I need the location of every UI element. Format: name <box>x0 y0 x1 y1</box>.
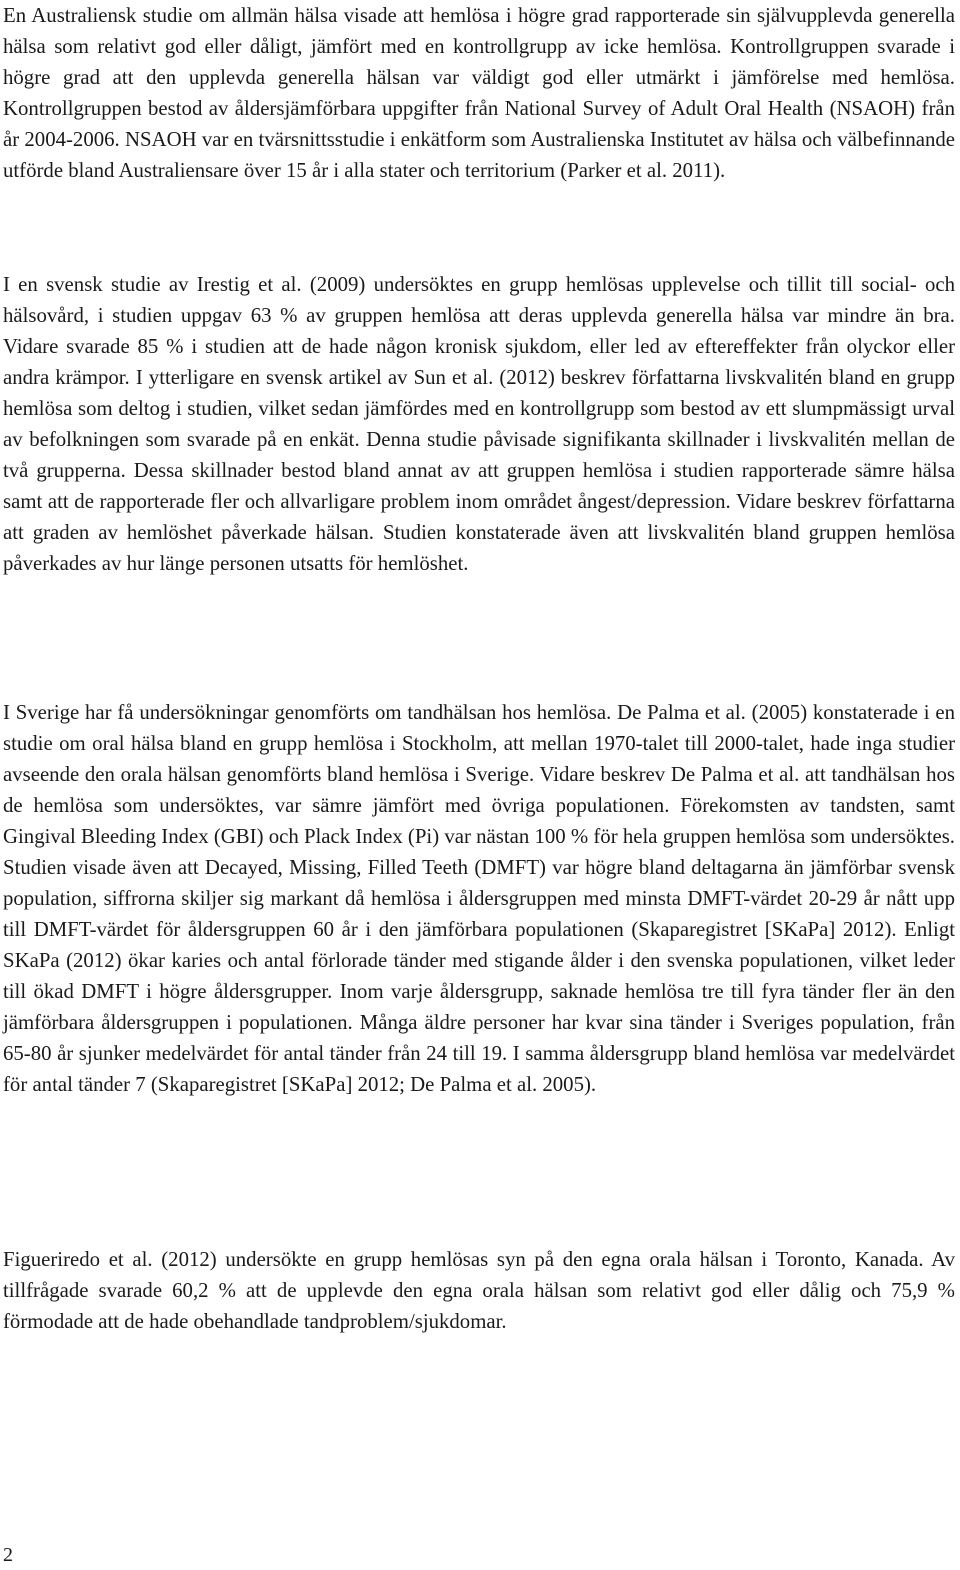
page-number: 2 <box>3 1544 13 1566</box>
paragraph-australian-study: En Australiensk studie om allmän hälsa visade att hemlösa i högre grad rapporterade sin självupplevda generella hälsa som relativt god eller dåligt, jämfört med en kontrollgrupp av icke hemlösa. Kontrollgruppen svarade i högre grad att den upplevda generella hälsan var väldigt god eller utmärkt i jämförelse med hemlösa. Kontrollgruppen bestod av åldersjämförbara uppgifter från National Survey of Adult Oral Health (NSAOH) från år 2004-2006. NSAOH var en tvärsnittsstudie i enkätform som Australienska Institutet av hälsa och välbefinnande utförde bland Australiensare över 15 år i alla stater och territorium (Parker et al. 2011). <box>3 4 955 182</box>
paragraph-toronto-study: Figueriredo et al. (2012) undersökte en grupp hemlösas syn på den egna orala hälsan i Toronto, Kanada. Av tillfrågade svarade 60,2 % att de upplevde den egna orala hälsan som relativt god eller dålig och 75,9 % förmodade att de hade obehandlade tandproblem/sjukdomar. <box>3 1248 955 1333</box>
paragraph-dental-health-sweden: I Sverige har få undersökningar genomförts om tandhälsan hos hemlösa. De Palma et al. (2005) konstaterade i en studie om oral hälsa bland en grupp hemlösa i Stockholm, att mellan 1970-talet till 2000-talet, hade inga studier avseende den orala hälsan genomförts bland hemlösa i Sverige. Vidare beskrev De Palma et al. att tandhälsan hos de hemlösa som undersöktes, var sämre jämfört med övriga populationen. Förekomsten av tandsten, samt Gingival Bleeding Index (GBI) och Plack Index (Pi) var nästan 100 % för hela gruppen hemlösa som undersöktes. Studien visade även att Decayed, Missing, Filled Teeth (DMFT) var högre bland deltagarna än jämförbar svensk population, siffrorna skiljer sig markant då hemlösa i åldersgruppen med minsta DMFT-värdet 20-29 år nått upp till DMFT-värdet för åldersgruppen 60 år i den jämförbara populationen (Skaparegistret [SKaPa] 2012). Enligt SKaPa (2012) ökar karies och antal förlorade tänder med stigande ålder i den svenska populationen, vilket leder till ökad DMFT i högre åldersgrupper. Inom varje åldersgrupp, saknade hemlösa tre till fyra tänder fler än den jämförbara åldersgruppen i populationen. Många äldre personer har kvar sina tänder i Sveriges population, från 65-80 år sjunker medelvärdet för antal tänder från 24 till 19. I samma åldersgrupp bland hemlösa var medelvärdet för antal tänder 7 (Skaparegistret [SKaPa] 2012; De Palma et al. 2005). <box>3 701 955 1096</box>
paragraph-swedish-studies: I en svensk studie av Irestig et al. (2009) undersöktes en grupp hemlösas upplevelse och tillit till social- och hälsovård, i studien uppgav 63 % av gruppen hemlösa att deras upplevda generella hälsa var mindre än bra. Vidare svarade 85 % i studien att de hade någon kronisk sjukdom, eller led av eftereffekter från olyckor eller andra krämpor. I ytterligare en svensk artikel av Sun et al. (2012) beskrev författarna livskvalitén bland en grupp hemlösa som deltog i studien, vilket sedan jämfördes med en kontrollgrupp som bestod av ett slumpmässigt urval av befolkningen som svarade på en enkät. Denna studie påvisade signifikanta skillnader i livskvalitén mellan de två grupperna. Dessa skillnader bestod bland annat av att gruppen hemlösa i studien rapporterade sämre hälsa samt att de rapporterade fler och allvarligare problem inom området ångest/depression. Vidare beskrev författarna att graden av hemlöshet påverkade hälsan. Studien konstaterade även att livskvalitén bland gruppen hemlösa påverkades av hur länge personen utsatts för hemlöshet. <box>3 273 955 575</box>
